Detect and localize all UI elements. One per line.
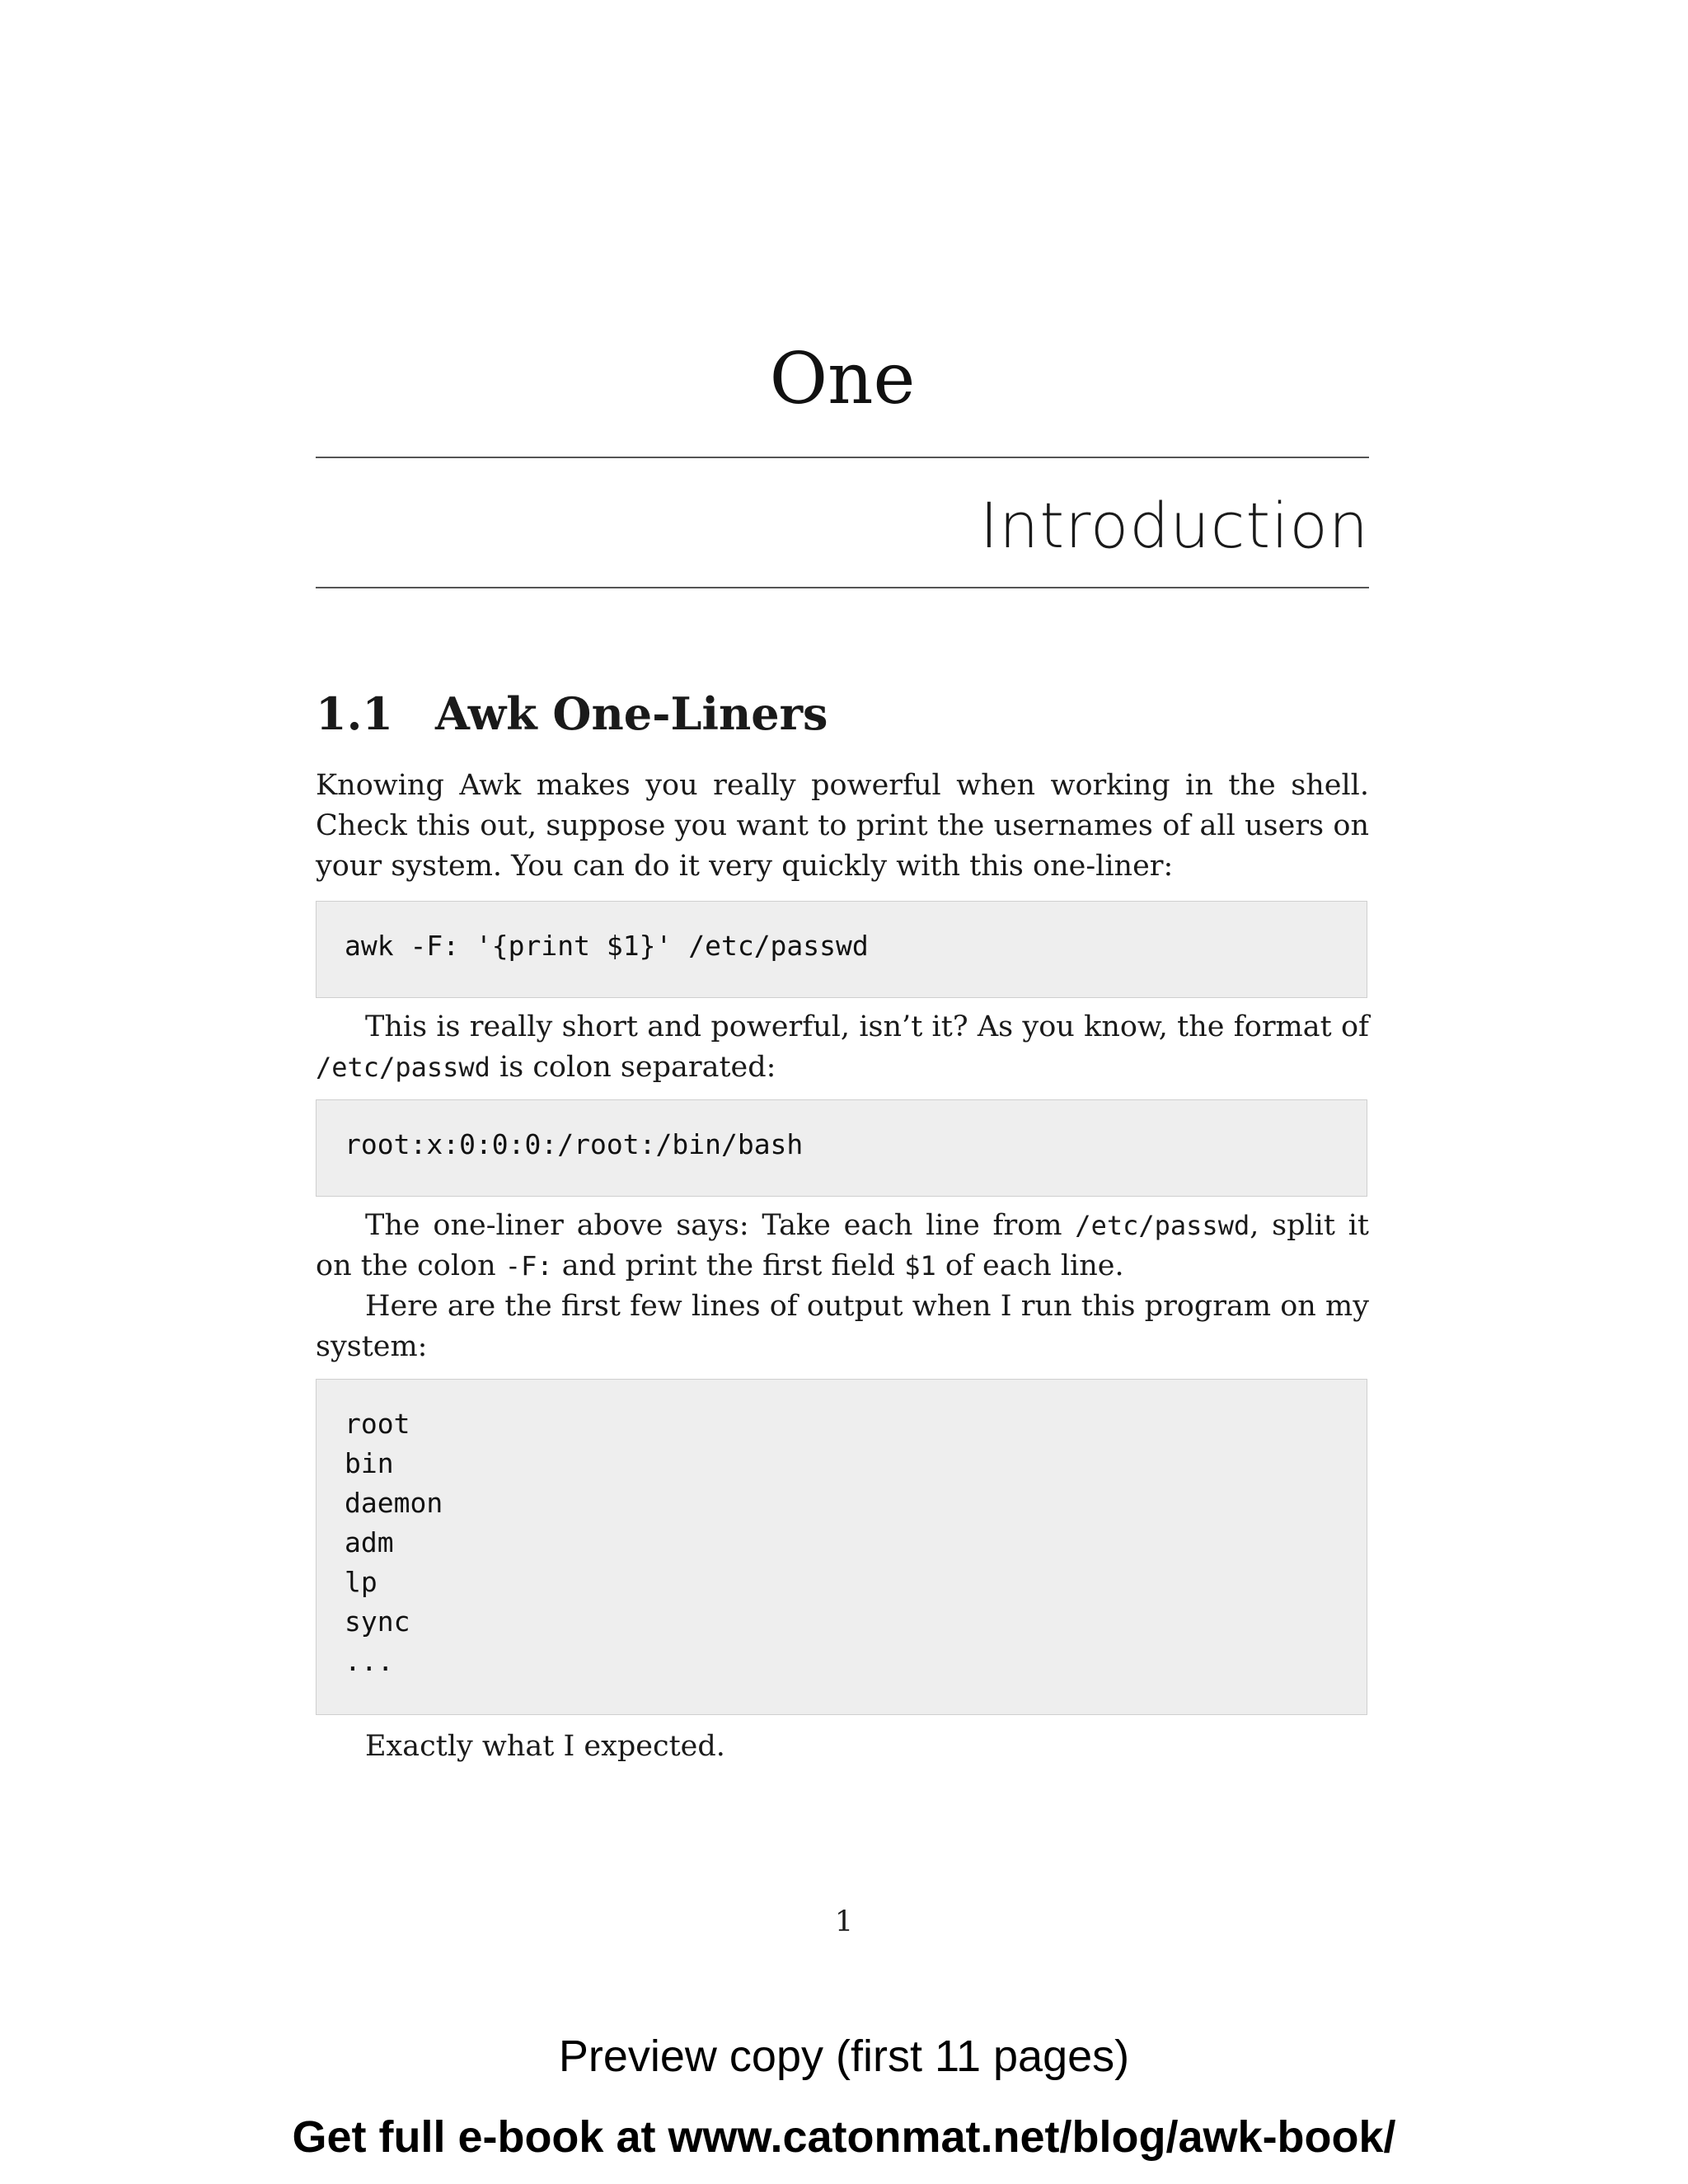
code-line: ... — [345, 1645, 394, 1677]
code-line: lp — [345, 1566, 377, 1598]
code-line: root — [345, 1408, 410, 1440]
paragraph-conclusion: Exactly what I expected. — [365, 1730, 725, 1763]
text-run: This is really short and powerful, isn’t it? As you know, the format of — [365, 1010, 1369, 1043]
get-full-ebook-note: Get full e-book at www.catonmat.net/blog/awk-book/ — [292, 2112, 1396, 2162]
code-line: root:x:0:0:0:/root:/bin/bash — [345, 1128, 804, 1160]
text-run: The one-liner above says: Take each line from — [365, 1209, 1076, 1242]
chapter-title: Introduction — [979, 489, 1369, 562]
page-number: 1 — [834, 1905, 854, 1938]
paragraph-explanation — [316, 1206, 1369, 1286]
text-run: and print the first field — [552, 1249, 905, 1282]
code-line: awk -F: '{print $1}' /etc/passwd — [345, 930, 869, 962]
paragraph-format — [316, 1007, 1369, 1088]
inline-code: $1 — [904, 1250, 936, 1282]
section-number: 1.1 — [316, 687, 393, 740]
paragraph-output-intro: Here are the first few lines of output when I run this program on my system: — [316, 1290, 1369, 1363]
chapter-rule-bottom — [316, 587, 1369, 588]
inline-code: /etc/passwd — [316, 1052, 490, 1083]
code-line: bin — [345, 1447, 394, 1479]
code-line: adm — [345, 1526, 394, 1558]
paragraph-intro: Knowing Awk makes you really powerful when working in the shell. Check this out, suppose you want to print the usernames of all users on your system. You can do it very quickly with this one-liner: — [316, 769, 1369, 883]
code-block-passwd-line — [316, 1099, 1367, 1197]
code-block-command — [316, 901, 1367, 998]
section-title: Awk One-Liners — [435, 687, 828, 740]
chapter-number: One — [769, 338, 916, 420]
inline-code: -F: — [504, 1250, 553, 1282]
code-block-output — [316, 1379, 1367, 1715]
text-run: is colon separated: — [490, 1051, 776, 1084]
text-run: , split it on the colon — [316, 1209, 1369, 1282]
code-line: daemon — [345, 1487, 443, 1519]
chapter-rule-top — [316, 457, 1369, 458]
preview-note: Preview copy (first 11 pages) — [558, 2032, 1130, 2081]
inline-code: /etc/passwd — [1075, 1210, 1250, 1241]
text-run: of each line. — [935, 1249, 1124, 1282]
section-heading — [316, 684, 1369, 743]
code-line: sync — [345, 1605, 410, 1638]
